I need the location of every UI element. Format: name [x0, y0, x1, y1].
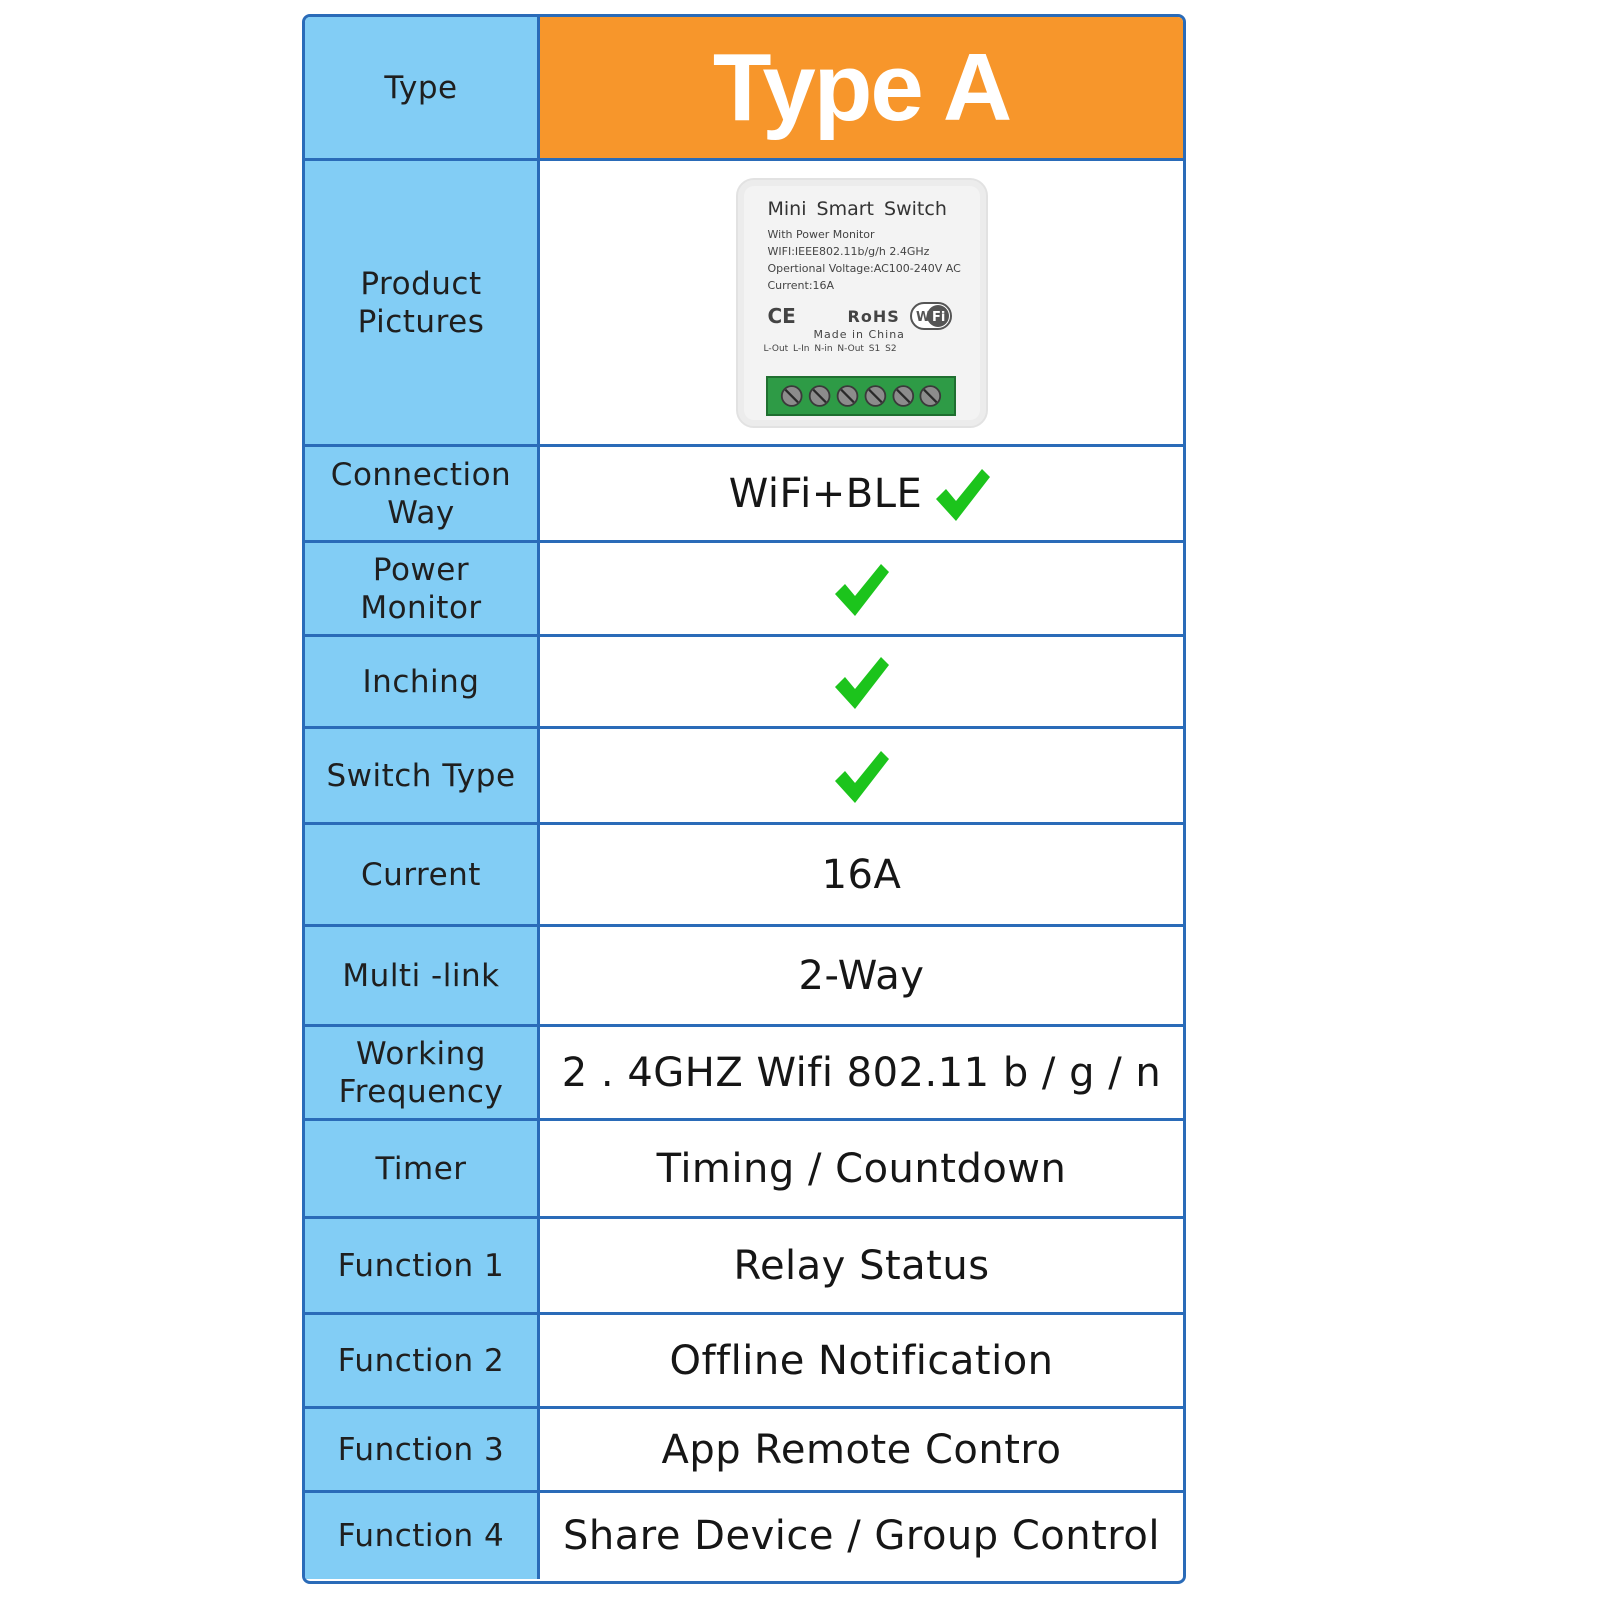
label-switch-type: Switch Type: [305, 729, 540, 825]
device-spec-line: WIFI:IEEE802.11b/g/h 2.4GHz: [767, 244, 930, 258]
device-spec-line: With Power Monitor: [767, 227, 875, 241]
label-connection-way: Connection Way: [305, 447, 540, 543]
connection-way-text: WiFi+BLE: [728, 470, 923, 517]
value-function-1: Relay Status: [540, 1219, 1183, 1315]
value-working-frequency: 2 . 4GHZ Wifi 802.11 b / g / n: [540, 1027, 1183, 1121]
label-function-1: Function 1: [305, 1219, 540, 1315]
label-current: Current: [305, 825, 540, 927]
check-icon: [831, 747, 893, 805]
check-icon: [831, 653, 893, 711]
rohs-mark: RoHS: [847, 306, 900, 326]
value-connection-way: [540, 447, 1183, 543]
value-function-2: Offline Notification: [540, 1315, 1183, 1409]
value-current: 16A: [540, 825, 1183, 927]
label-function-3: Function 3: [305, 1409, 540, 1493]
label-inching: Inching: [305, 637, 540, 729]
value-inching: [540, 637, 1183, 729]
value-timer: Timing / Countdown: [540, 1121, 1183, 1219]
svg-text:Fi: Fi: [931, 309, 945, 325]
value-function-3: App Remote Contro: [540, 1409, 1183, 1493]
value-function-4: Share Device / Group Control: [540, 1493, 1183, 1579]
label-power-monitor: Power Monitor: [305, 543, 540, 637]
label-function-4: Function 4: [305, 1493, 540, 1579]
device-title: Mini Smart Switch: [767, 197, 947, 220]
made-in-label: Made in China: [813, 327, 905, 341]
spec-table: [302, 14, 1186, 1584]
label-function-2: Function 2: [305, 1315, 540, 1409]
label-product-pictures: Product Pictures: [305, 161, 540, 447]
value-power-monitor: [540, 543, 1183, 637]
product-image: [736, 178, 988, 428]
wifi-icon: [910, 302, 952, 330]
terminal-labels: L-Out L-In N-in N-Out S1 S2: [763, 343, 897, 354]
product-picture-cell: [540, 161, 1183, 447]
ce-mark: CE: [767, 303, 796, 328]
value-multi-link: 2-Way: [540, 927, 1183, 1027]
type-a-header: Type A: [540, 17, 1183, 161]
label-type: Type: [305, 17, 540, 161]
device-spec-line: Current:16A: [767, 278, 835, 292]
device-spec-line: Opertional Voltage:AC100-240V AC: [767, 261, 961, 275]
check-icon: [831, 560, 893, 618]
value-switch-type: [540, 729, 1183, 825]
check-icon: [932, 465, 994, 523]
label-working-frequency: Working Frequency: [305, 1027, 540, 1121]
terminal-block: [766, 376, 956, 416]
svg-text:W: W: [915, 309, 930, 325]
label-multi-link: Multi -link: [305, 927, 540, 1027]
label-timer: Timer: [305, 1121, 540, 1219]
